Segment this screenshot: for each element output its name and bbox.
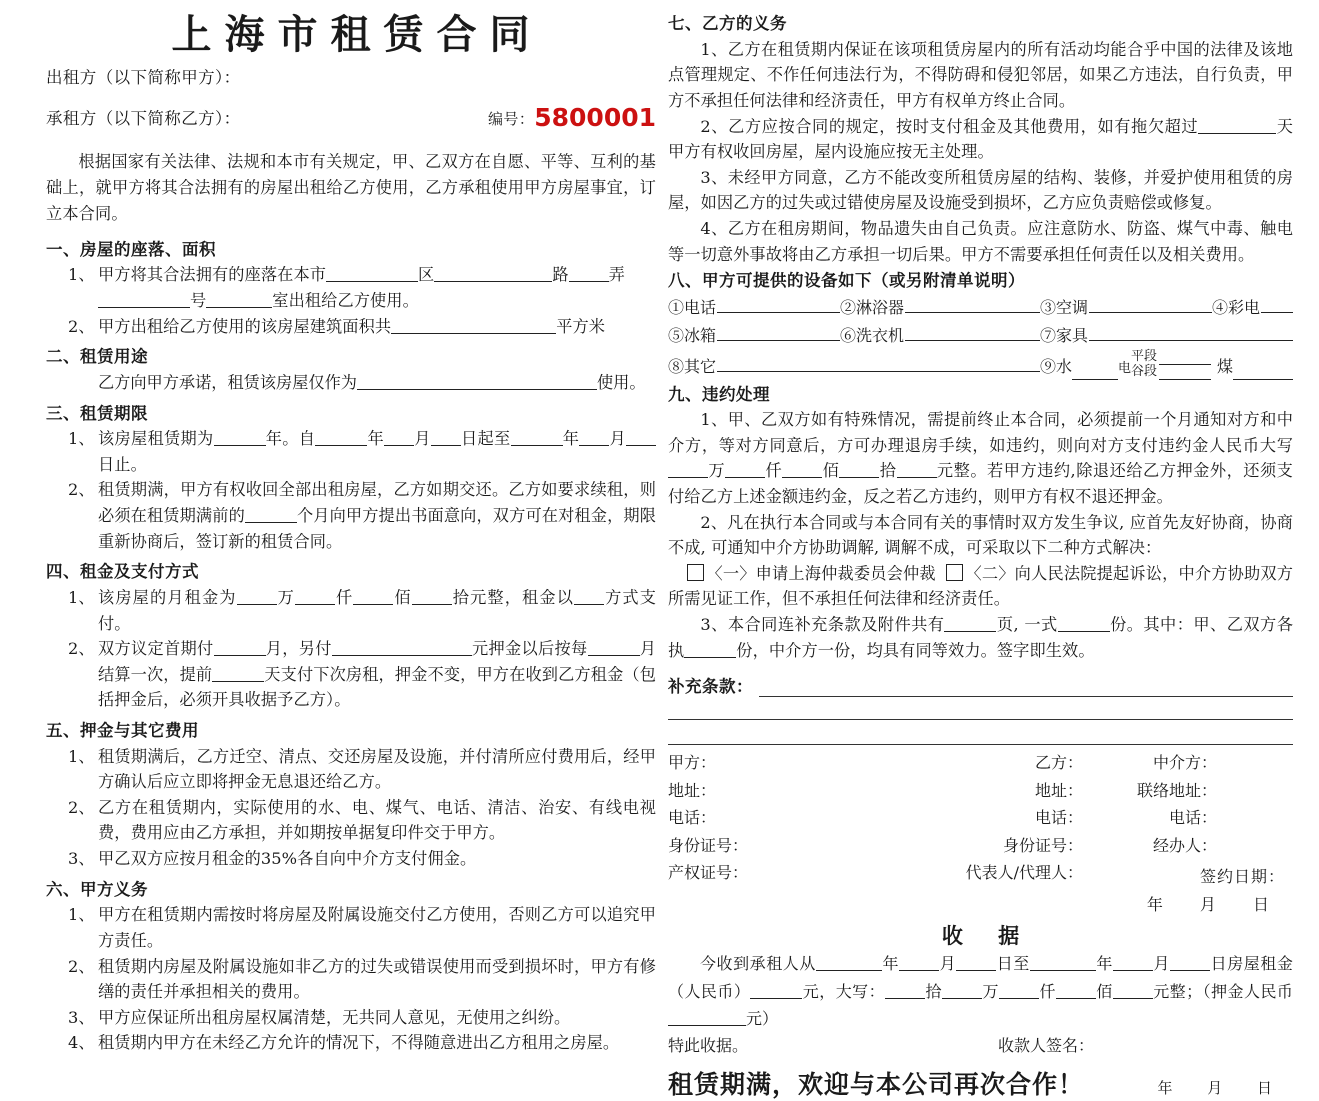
clause-text: 月 [609, 429, 626, 449]
receipt-text: 佰 [1095, 981, 1113, 1001]
blank-gas[interactable] [1233, 363, 1293, 380]
clause-text: 佰 [393, 587, 412, 607]
blank-first-months[interactable] [214, 639, 266, 656]
blank-road[interactable] [434, 265, 552, 282]
clause-number: 2、 [68, 639, 95, 659]
clause-9-2: 2、凡在执行本合同或与本合同有关的事情时双方发生争议, 应首先友好协商，协商不成, 可通知中介方协助调解, 调解不成，可采取以下二种方式解决： [668, 512, 1293, 558]
clause-text: 月结算一次，提前 [98, 639, 657, 684]
blank-rent-qian[interactable] [295, 588, 335, 605]
clause-text: 方式支付。 [98, 587, 657, 633]
blank-penalty-yuan[interactable] [897, 461, 937, 478]
field-party-a-title-cert: 产权证号： [668, 863, 749, 883]
clause-text: 平方米 [556, 316, 606, 336]
clause-6-1 [68, 902, 656, 953]
clause-7-3: 3、未经甲方同意，乙方不能改变所租赁房屋的结构、装修，并爱护使用租赁的房屋，如因乙方的过失或过错使房屋及设施受到损坏，乙方应负责赔偿或修复。 [668, 167, 1293, 213]
clause-body: 租赁期内房屋及附属设施如非乙方的过失或错误使用而受到损坏时，甲方有修缮的责任并承担相关的费用。 [98, 956, 656, 1002]
blank-term-years[interactable] [214, 429, 266, 446]
blank-washer[interactable] [905, 324, 1040, 341]
clause-body [98, 262, 656, 313]
blank-rcpt-bai[interactable] [1056, 982, 1096, 999]
receipt-footer [668, 1032, 1293, 1059]
clause-text: 年。自 [265, 429, 316, 449]
blank-rcpt-start-day[interactable] [956, 954, 996, 971]
clause-text: 月，另付 [265, 639, 332, 659]
clause-5-2 [68, 795, 656, 846]
section-heading-1: 一、房屋的座落、面积 [46, 239, 216, 259]
field-agent-name: 中介方： [1152, 753, 1217, 773]
clause-text: 弄 [608, 265, 625, 285]
clause-number: 2、 [68, 480, 95, 500]
receipt-text: 年 [881, 954, 900, 974]
blank-usage[interactable] [357, 373, 597, 390]
clause-body [98, 314, 656, 340]
supplementary-line-2[interactable] [668, 719, 1293, 720]
section-heading-4: 四、租金及支付方式 [46, 562, 199, 582]
blank-lane[interactable] [569, 265, 609, 282]
clause-body [98, 477, 656, 554]
equipment-furniture [1040, 322, 1293, 350]
equipment-row-2 [668, 322, 1293, 350]
receipt-body [668, 950, 1293, 1032]
clause-text: 拾元整，租金以 [451, 587, 575, 607]
equipment-other [668, 353, 1040, 381]
blank-rcpt-end-month[interactable] [1113, 954, 1153, 971]
blank-start-year[interactable] [315, 429, 367, 446]
clause-3-1 [68, 426, 656, 477]
receipt-text: 元，大写： [802, 981, 886, 1001]
option-litigation-label: 〈二〉向人民法院提起诉讼，中介方协助双方所需见证工作，但不承担任何法律和经济责任。 [668, 563, 1293, 609]
clause-number: 3、 [68, 1007, 95, 1027]
clause-4-2 [68, 636, 656, 713]
blank-valley[interactable] [1159, 366, 1211, 379]
clause-number: 1、 [68, 265, 95, 285]
equipment-label: ⑤冰箱 [668, 325, 717, 345]
blank-penalty-bai[interactable] [782, 461, 822, 478]
clause-text: 乙方向甲方承诺，租赁该房屋仅作为 [98, 372, 357, 392]
signing-date-label: 签约日期： [1199, 867, 1285, 887]
clause-text: 仟 [765, 461, 783, 481]
receipt-note: 特此收据。 [668, 1035, 749, 1055]
clause-text: 元押金以后按每 [471, 639, 588, 659]
blank-rcpt-qian[interactable] [999, 982, 1039, 999]
receipt-title: 收 据 [941, 924, 1034, 949]
field-agent-handler: 经办人： [1152, 835, 1217, 855]
dispute-options [668, 561, 1293, 612]
clause-4-1 [68, 585, 656, 636]
slogan-row [668, 1065, 1293, 1101]
blank-district[interactable] [326, 265, 418, 282]
clause-2-1 [98, 370, 656, 396]
clause-text: 使用。 [597, 372, 646, 392]
preamble-paragraph: 根据国家有关法律、法规和本市有关规定，甲、乙双方在自愿、平等、互利的基础上，就甲方将其合法拥有的房屋出租给乙方使用，乙方承租使用甲方房屋事宜，订立本合同。 [46, 151, 656, 224]
equipment-label: ⑥洗衣机 [840, 325, 905, 345]
blank-rent-wan[interactable] [237, 588, 277, 605]
lessee-label: 承租方（以下简称乙方）： [46, 109, 241, 129]
clause-text: 租赁期满，甲方有权收回全部出租房屋，乙方如期交还。乙方如要求续租，则必须在租赁期满前的 [98, 480, 656, 526]
receipt-text: 今收到承租人从 [700, 954, 816, 974]
utility-gas-label: 煤 [1217, 356, 1234, 376]
clause-text: 万 [276, 587, 295, 607]
blank-rcpt-shi[interactable] [885, 982, 925, 999]
equipment-fridge [668, 322, 840, 350]
clause-text: 个月向甲方提出书面意向，双方可在对租金，期限重新协商后，签订新的租赁合同。 [98, 506, 656, 551]
clause-5-1 [68, 744, 656, 795]
equipment-label: ③空调 [1040, 297, 1089, 317]
clause-text: 月 [414, 429, 431, 449]
clause-1-2 [68, 314, 656, 340]
clause-number: 1、 [68, 429, 95, 449]
section-heading-6: 六、甲方义务 [46, 879, 148, 899]
blank-rcpt-deposit[interactable] [668, 1009, 746, 1026]
blank-other[interactable] [717, 355, 1040, 372]
clause-text: 拾 [879, 461, 897, 481]
blank-penalty-shi[interactable] [839, 461, 879, 478]
clause-body: 租赁期内甲方在未经乙方允许的情况下，不得随意进出乙方租用之房屋。 [98, 1033, 620, 1053]
blank-water[interactable] [1072, 363, 1118, 380]
blank-room[interactable] [206, 291, 272, 308]
equipment-aircon [1040, 294, 1212, 322]
supplementary-terms [668, 673, 1293, 697]
right-column [668, 0, 1293, 1101]
field-party-b-address: 地址： [1034, 780, 1083, 800]
field-party-a-phone: 电话： [668, 808, 717, 828]
clause-number: 1、 [68, 905, 95, 925]
section-heading-5: 五、押金与其它费用 [46, 720, 199, 740]
blank-end-month[interactable] [579, 429, 609, 446]
equipment-row-1 [668, 294, 1293, 322]
clause-5-3 [68, 846, 656, 872]
clause-text: 年 [367, 429, 385, 449]
field-party-b-phone: 电话： [1034, 808, 1083, 828]
clause-body [98, 585, 656, 636]
equipment-shower [840, 294, 1040, 322]
tariff-valley-label: 谷段 [1131, 363, 1158, 379]
equipment-row-3 [668, 350, 1293, 381]
blank-end-day[interactable] [626, 429, 656, 446]
clause-9-1 [668, 407, 1293, 509]
equipment-label: ⑦家具 [1040, 325, 1089, 345]
blank-cycle-months[interactable] [588, 639, 640, 656]
blank-rcpt-start-month[interactable] [899, 954, 939, 971]
equipment-label: ②淋浴器 [840, 297, 905, 317]
receipt-text: 月 [939, 954, 957, 974]
clause-text: 甲方将其合法拥有的座落在本市 [98, 265, 327, 285]
supplementary-line-3[interactable] [668, 744, 1293, 745]
receipt-text: 仟 [1038, 981, 1056, 1001]
equipment-phone [668, 294, 840, 322]
receipt-text: 日至 [996, 954, 1030, 974]
clause-text: 室出租给乙方使用。 [272, 290, 419, 310]
clause-body: 乙方在租赁期内，实际使用的水、电、煤气、电话、清洁、治安、有线电视费，费用应由乙方承担，并如期按单据复印件交于甲方。 [98, 797, 656, 843]
clause-text: 日起至 [460, 429, 511, 449]
clause-text: 页, 一式 [996, 615, 1058, 635]
clause-7-4: 4、乙方在租房期间，物品遗失由自己负责。应注意防水、防盗、煤气中毒、触电等一切意外事故将由乙方承担一切后果。甲方不需要承担任何责任以及相关费用。 [668, 218, 1293, 264]
clause-3-2 [68, 477, 656, 554]
receipt-text: 元整；（押金人民币 [1152, 981, 1293, 1001]
supplementary-label: 补充条款： [668, 677, 753, 697]
serial-number-group [488, 94, 656, 143]
clause-6-2 [68, 954, 656, 1005]
clause-text: 甲方出租给乙方使用的该房屋建筑面积共 [98, 316, 392, 336]
clause-body: 租赁期满后，乙方迁空、清点、交还房屋及设施，并付清所应付费用后，经甲方确认后应立即将押金无息退还给乙方。 [98, 746, 656, 792]
blank-rent-bai[interactable] [353, 588, 393, 605]
slogan-date-ymd: 年 月 日 [1157, 1079, 1287, 1098]
option-arbitration-label: 〈一〉申请上海仲裁委员会仲裁 [706, 563, 936, 583]
clause-number: 3、 [68, 849, 95, 869]
equipment-washer [840, 322, 1040, 350]
electric-tariff-group [1131, 350, 1211, 380]
field-agent-address: 联络地址： [1136, 780, 1217, 800]
lessor-label: 出租方（以下简称甲方）： [46, 68, 241, 87]
clause-text: 份。其中：甲、乙双方各执 [668, 615, 1293, 660]
section-heading-2: 二、租赁用途 [46, 347, 148, 367]
section-heading-3: 三、租赁期限 [46, 403, 148, 423]
clause-number: 2、 [68, 316, 95, 336]
company-slogan: 租赁期满，欢迎与本公司再次合作！ [668, 1070, 1085, 1100]
blank-rcpt-yuan[interactable] [1113, 982, 1153, 999]
clause-text: 万 [708, 461, 726, 481]
blank-renew-months[interactable] [245, 506, 297, 523]
equipment-label: ①电话 [668, 297, 717, 317]
clause-6-4 [68, 1030, 656, 1056]
receipt-payee-signature-label: 收款人签名： [998, 1035, 1095, 1055]
field-party-a-id: 身份证号： [668, 835, 749, 855]
field-party-a-address: 地址： [668, 780, 717, 800]
clause-text: 号 [190, 290, 207, 310]
signing-date-row [1097, 863, 1293, 918]
clause-text: 双方议定首期付 [98, 639, 214, 659]
clause-text: 元整。若甲方违约,除退还给乙方押金外，还须支付给乙方上述金额违约金，反之若乙方违约，则甲方有权不退还押金。 [668, 461, 1293, 507]
clause-text: 该房屋的月租金为 [98, 587, 237, 607]
blank-pages[interactable] [944, 615, 996, 632]
serial-number-value: 5800001 [534, 103, 656, 133]
blank-aircon[interactable] [1089, 296, 1212, 313]
clause-text: 1、甲、乙双方如有特殊情况，需提前终止本合同，必须提前一个月通知对方和中介方，等对方同意后，方可办理退房手续，如违约，则向对方支付违约金人民币大写 [668, 410, 1293, 455]
utility-electric-label: 电 [1118, 360, 1132, 376]
clause-text: 天支付下次房租，押金不变，甲方在收到乙方租金（包括押金后，必须开具收据予乙方）。 [98, 664, 656, 710]
party-header [46, 62, 656, 143]
utilities-group [1040, 350, 1293, 380]
left-column [46, 0, 656, 1056]
clause-number: 4、 [68, 1033, 95, 1053]
clause-text: 该房屋租赁期为 [98, 429, 214, 449]
field-party-a-name: 甲方： [668, 753, 717, 773]
field-party-b-representative: 代表人/代理人： [965, 863, 1083, 883]
blank-furniture[interactable] [1089, 324, 1293, 341]
section-heading-9: 九、违约处理 [668, 384, 770, 404]
serial-label: 编号： [488, 110, 535, 129]
clause-6-3 [68, 1005, 656, 1031]
checkbox-arbitration[interactable] [687, 564, 704, 581]
signature-agent [1097, 749, 1293, 918]
clause-body: 甲方应保证所出租房屋权属清楚，无共同人意见，无使用之纠纷。 [98, 1007, 571, 1027]
tariff-peak-label: 平段 [1131, 348, 1158, 364]
equipment-label: ④彩电 [1212, 297, 1261, 317]
blank-rcpt-end-year[interactable] [1030, 954, 1096, 971]
blank-tv[interactable] [1261, 296, 1293, 313]
clause-number: 2、 [68, 797, 95, 817]
clause-7-1: 1、乙方在租赁期内保证在该项租赁房屋内的所有活动均能合乎中国的法律及该地点管理规定、不作任何违法行为，不得防碍和侵犯邻居，如果乙方违法，自行负责，甲方不承担任何法律和经济责任，甲方有权单方终止合同。 [668, 39, 1293, 110]
blank-overdue-days[interactable] [1198, 116, 1276, 133]
blank-start-day[interactable] [431, 429, 461, 446]
clause-text: 份，中介方一份，均具有同等效力。签字即生效。 [736, 640, 1095, 660]
blank-phone[interactable] [717, 296, 840, 313]
blank-area[interactable] [391, 316, 556, 333]
blank-rent-shi[interactable] [412, 588, 452, 605]
clause-text: 2、乙方应按合同的规定，按时支付租金及其他费用，如有拖欠超过 [700, 116, 1199, 136]
equipment-label: ⑧其它 [668, 356, 717, 376]
blank-rcpt-start-year[interactable] [816, 954, 882, 971]
signature-party-b [883, 749, 1097, 918]
signature-party-a [668, 749, 883, 918]
clause-9-3 [668, 612, 1293, 663]
clause-text: 年 [562, 429, 580, 449]
blank-rcpt-amount[interactable] [750, 982, 802, 999]
receipt-text: 拾 [925, 981, 942, 1001]
receipt-text: 元） [746, 1008, 779, 1028]
field-party-b-name: 乙方： [1034, 753, 1083, 773]
equipment-tv [1212, 294, 1293, 322]
blank-number[interactable] [98, 291, 190, 308]
section-heading-7: 七、乙方的义务 [668, 14, 787, 33]
blank-start-month[interactable] [384, 429, 414, 446]
blank-rcpt-wan[interactable] [942, 982, 982, 999]
clause-text: 区 [418, 265, 435, 285]
blank-end-year[interactable] [511, 429, 563, 446]
blank-peak[interactable] [1159, 351, 1211, 364]
blank-pay-method[interactable] [574, 588, 604, 605]
clause-body: 甲方在租赁期内需按时将房屋及附属设施交付乙方使用，否则乙方可以追究甲方责任。 [98, 905, 656, 950]
clause-1-1 [68, 262, 656, 313]
clause-text: 3、本合同连补充条款及附件共有 [700, 615, 945, 635]
clause-body: 甲乙双方应按月租金的35%各自向中介方支付佣金。 [98, 849, 477, 869]
blank-shower[interactable] [905, 296, 1040, 313]
clause-body [98, 426, 656, 477]
clause-number: 1、 [68, 587, 95, 607]
signature-block [668, 749, 1293, 918]
blank-fridge[interactable] [717, 324, 840, 341]
signing-date-ymd: 年 月 日 [1146, 894, 1285, 914]
clause-text: 日止。 [98, 454, 147, 474]
clause-body [98, 636, 656, 713]
supplementary-line-1[interactable] [759, 680, 1293, 698]
clause-7-2 [668, 114, 1293, 165]
section-heading-8: 八、甲方可提供的设备如下（或另附清单说明） [668, 271, 1025, 291]
blank-deposit-amount[interactable] [332, 639, 472, 656]
receipt-text: 万 [982, 981, 999, 1001]
utility-water-label: ⑨水 [1040, 356, 1073, 376]
clause-text: 天甲方有权收回房屋，屋内设施应按无主处理。 [668, 116, 1293, 162]
clause-text: 仟 [334, 587, 354, 607]
blank-copies[interactable] [1058, 615, 1110, 632]
blank-penalty-wan[interactable] [668, 461, 708, 478]
blank-penalty-qian[interactable] [725, 461, 765, 478]
blank-advance-days[interactable] [212, 665, 264, 682]
field-party-b-id: 身份证号： [1002, 835, 1083, 855]
checkbox-litigation[interactable] [946, 564, 963, 581]
clause-text: 佰 [822, 461, 840, 481]
blank-each-copies[interactable] [684, 640, 736, 657]
field-agent-phone: 电话： [1168, 808, 1217, 828]
clause-text: 路 [552, 265, 569, 285]
blank-rcpt-end-day[interactable] [1170, 954, 1210, 971]
receipt-text: 年 [1095, 954, 1113, 974]
clause-number: 1、 [68, 746, 95, 766]
receipt-text: 日房屋租金（人民币） [668, 954, 1293, 1001]
page-title: 上海市租赁合同 [171, 11, 543, 58]
receipt-text: 月 [1153, 954, 1171, 974]
clause-number: 2、 [68, 956, 95, 976]
